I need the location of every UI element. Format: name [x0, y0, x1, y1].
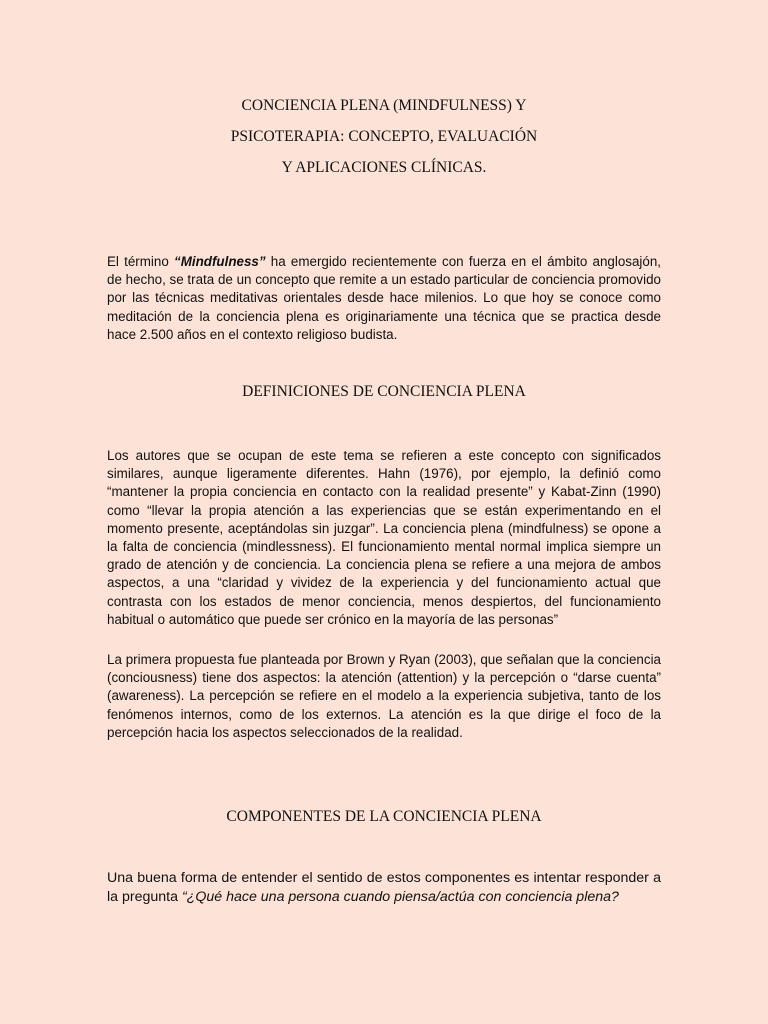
- intro-rest: ha emergido recientemente con fuerza en el ámbito anglosajón, de hecho, se trata de un concepto que remite a un estado particular de conciencia promovido por las técnicas meditativas orientales desde hace milenios. Lo que hoy se conoce como meditación de la conciencia plena es originariamente una técnica que se practica desde hace 2.500 años en el contexto religioso budista.: [107, 254, 662, 342]
- title-line-3: Y APLICACIONES CLÍNICAS.: [281, 159, 487, 176]
- section-heading-componentes: COMPONENTES DE LA CONCIENCIA PLENA: [226, 808, 542, 825]
- document-title: [0, 90, 768, 183]
- definiciones-paragraph-2: La primera propuesta fue planteada por Brown y Ryan (2003), que señalan que la conciencia (conciousness) tiene dos aspectos: la atención (attention) y la percepción o “darse cuenta” (awareness). La percepción se refiere en el modelo a la experiencia subjetiva, tanto de los fenómenos internos, como de los externos. La atención es la que dirige el foco de la percepción hacia los aspectos seleccionados de la realidad.: [107, 652, 661, 740]
- title-line-1: CONCIENCIA PLENA (MINDFULNESS) Y: [241, 97, 527, 114]
- componentes-question: “¿Qué hace una persona cuando piensa/actúa con conciencia plena?: [181, 889, 619, 905]
- intro-paragraph: [107, 253, 661, 344]
- definiciones-paragraph-1: Los autores que se ocupan de este tema se refieren a este concepto con significados similares, aunque ligeramente diferentes. Hahn (1976), por ejemplo, la definió como “mantener la propia conciencia en contacto con la realidad presente” y Kabat-Zinn (1990) como “llevar la propia atención a las experiencias que se están experimentando en el momento presente, aceptándolas sin juzgar”. La conciencia plena (mindfulness) se opone a la falta de conciencia (mindlessness). El funcionamiento mental normal implica siempre un grado de atención y de conciencia. La conciencia plena se refiere a una mejora de ambos aspectos, a una “claridad y vividez de la experiencia y del funcionamiento actual que contrasta con los estados de menor conciencia, menos despiertos, del funcionamiento habitual o automático que puede ser crónico en la mayoría de las personas”: [107, 448, 661, 627]
- intro-prefix: El término: [107, 254, 175, 269]
- title-line-2: PSICOTERAPIA: CONCEPTO, EVALUACIÓN: [230, 128, 538, 145]
- section-heading-definiciones: DEFINICIONES DE CONCIENCIA PLENA: [242, 383, 526, 400]
- intro-term: “Mindfulness”: [174, 254, 266, 269]
- componentes-prefix: Una buena forma de entender el sentido de estos componentes es intentar responder a la pregunta: [107, 870, 661, 905]
- componentes-paragraph: [107, 869, 661, 907]
